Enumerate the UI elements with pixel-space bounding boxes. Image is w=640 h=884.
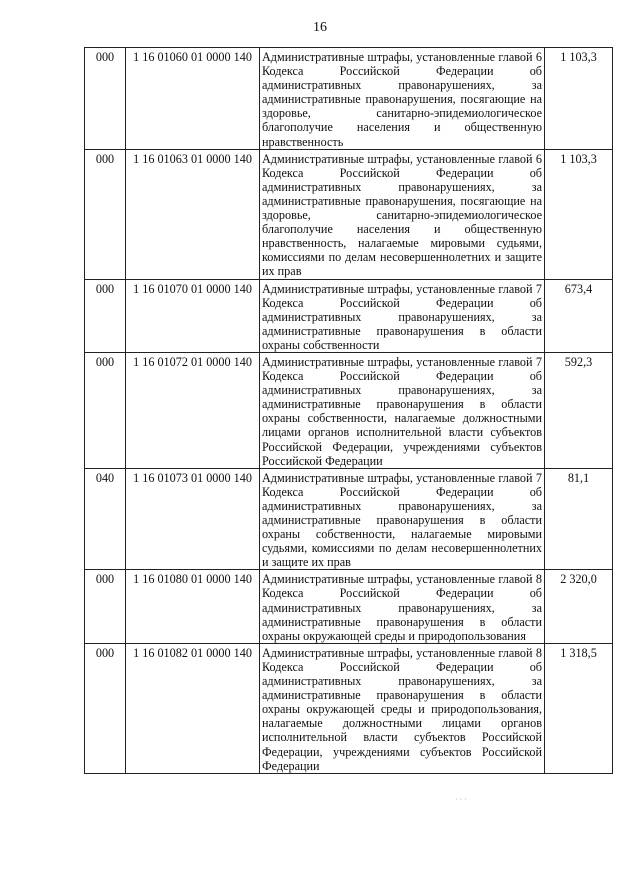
kbk-code-cell: 1 16 01080 01 0000 140	[126, 570, 260, 643]
amount-cell: 2 320,0	[545, 570, 613, 643]
kbk-code-cell: 1 16 01082 01 0000 140	[126, 643, 260, 773]
amount-cell: 1 318,5	[545, 643, 613, 773]
admin-code-cell: 000	[85, 352, 126, 468]
revenue-name-cell: Административные штрафы, установленные главой 6 Кодекса Российской Федерации об административных правонарушениях, за административные правонарушения, посягающие на здоровье, санитарно-эпидемиологическое благополучие населения и общественную нравственность	[260, 48, 545, 150]
table-row	[85, 352, 613, 468]
kbk-code-cell: 1 16 01060 01 0000 140	[126, 48, 260, 150]
admin-code-cell: 000	[85, 643, 126, 773]
table-row	[85, 279, 613, 352]
table-row	[85, 149, 613, 279]
budget-revenue-table	[84, 47, 613, 774]
admin-code-cell: 000	[85, 48, 126, 150]
revenue-name-cell: Административные штрафы, установленные главой 8 Кодекса Российской Федерации об административных правонарушениях, за административные правонарушения в области охраны окружающей среды и природопользования, налагаемые должностными лицами органов исполнительной власти субъектов Российской Федерации, учреждениями субъектов Российской Федерации	[260, 643, 545, 773]
kbk-code-cell: 1 16 01070 01 0000 140	[126, 279, 260, 352]
admin-code-cell: 000	[85, 279, 126, 352]
revenue-name-cell: Административные штрафы, установленные главой 7 Кодекса Российской Федерации об административных правонарушениях, за административные правонарушения в области охраны собственности, налагаемые должностными лицами органов исполнительной власти субъектов Российской Федерации, учреждениями субъектов Российской Федерации	[260, 352, 545, 468]
amount-cell: 673,4	[545, 279, 613, 352]
table-row	[85, 468, 613, 570]
kbk-code-cell: 1 16 01063 01 0000 140	[126, 149, 260, 279]
admin-code-cell: 000	[85, 570, 126, 643]
revenue-name-cell: Административные штрафы, установленные главой 7 Кодекса Российской Федерации об административных правонарушениях, за административные правонарушения в области охраны собственности	[260, 279, 545, 352]
table-row	[85, 570, 613, 643]
kbk-code-cell: 1 16 01072 01 0000 140	[126, 352, 260, 468]
table-row	[85, 48, 613, 150]
table-row	[85, 643, 613, 773]
kbk-code-cell: 1 16 01073 01 0000 140	[126, 468, 260, 570]
revenue-name-cell: Административные штрафы, установленные главой 7 Кодекса Российской Федерации об административных правонарушениях, за административные правонарушения в области охраны собственности, налагаемые мировыми судьями, комиссиями по делам несовершеннолетних и защите их прав	[260, 468, 545, 570]
page-number: 16	[313, 20, 327, 35]
amount-cell: 81,1	[545, 468, 613, 570]
admin-code-cell: 000	[85, 149, 126, 279]
revenue-name-cell: Административные штрафы, установленные главой 8 Кодекса Российской Федерации об административных правонарушениях, за административные правонарушения в области охраны окружающей среды и природопользования	[260, 570, 545, 643]
scan-noise-marks: · · ·	[455, 795, 467, 804]
amount-cell: 592,3	[545, 352, 613, 468]
amount-cell: 1 103,3	[545, 48, 613, 150]
amount-cell: 1 103,3	[545, 149, 613, 279]
revenue-name-cell: Административные штрафы, установленные главой 6 Кодекса Российской Федерации об административных правонарушениях, за административные правонарушения, посягающие на здоровье, санитарно-эпидемиологическое благополучие населения и общественную нравственность, налагаемые мировыми судьями, комиссиями по делам несовершеннолетних и защите их прав	[260, 149, 545, 279]
admin-code-cell: 040	[85, 468, 126, 570]
